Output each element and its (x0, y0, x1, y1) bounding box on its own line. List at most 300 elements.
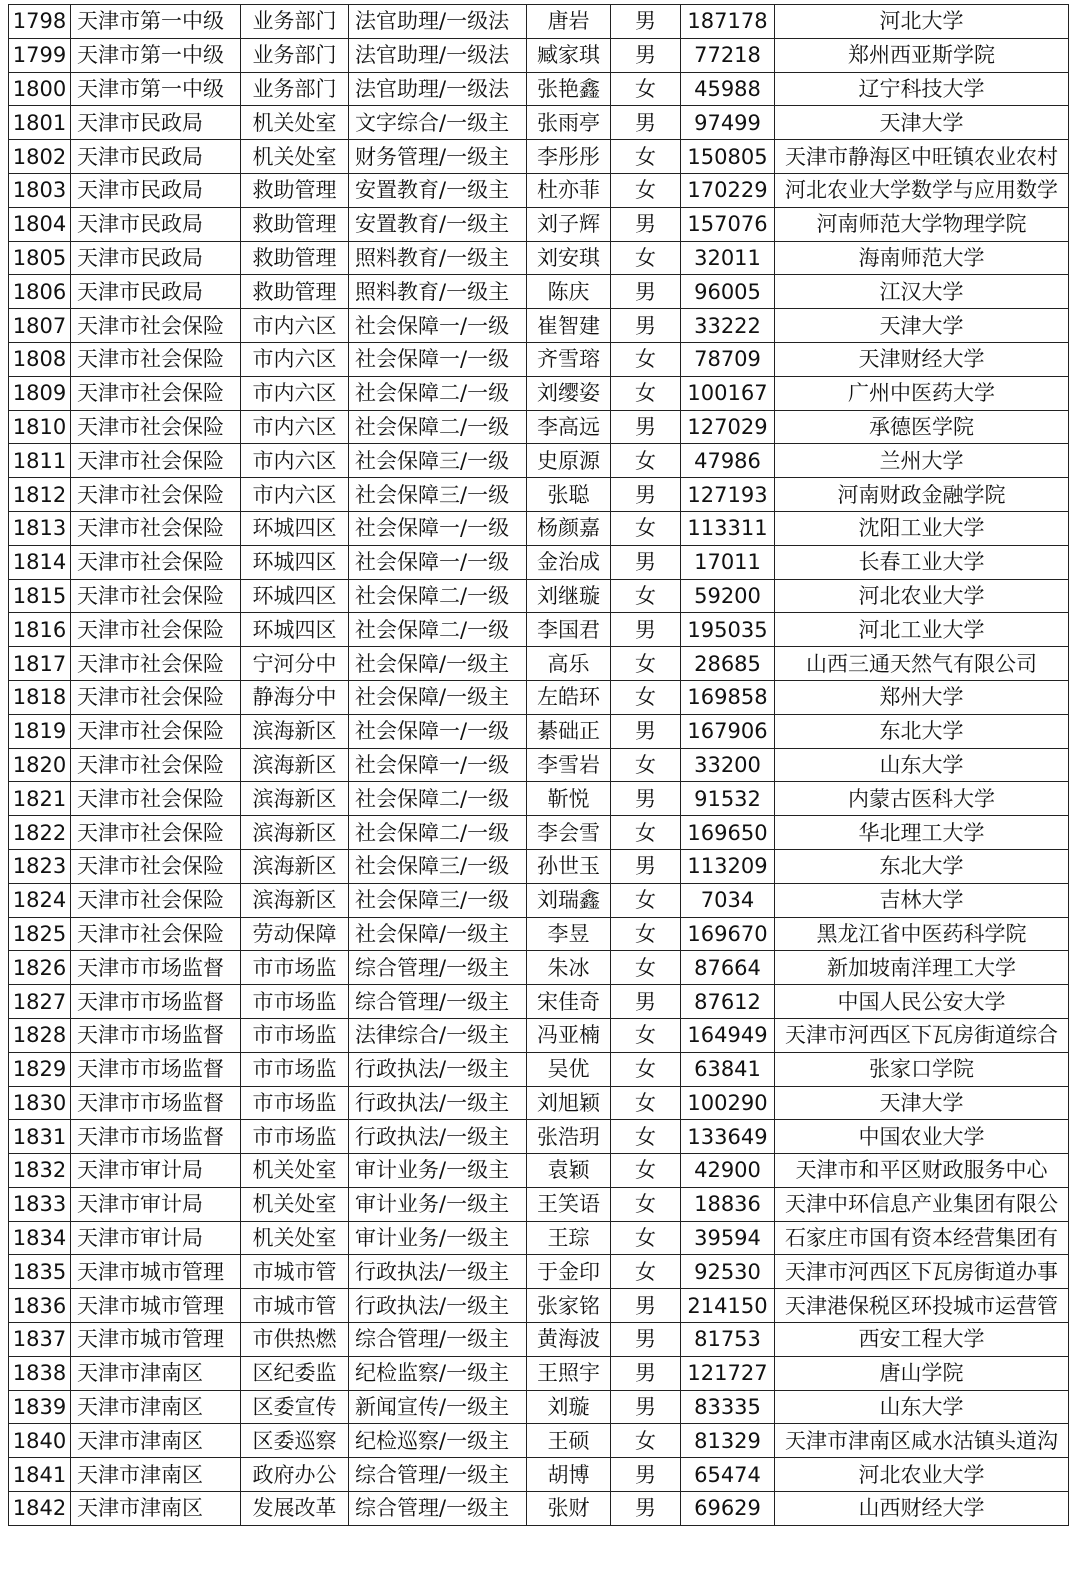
ticket-number-cell: 127193 (681, 478, 775, 512)
row-number-cell: 1841 (9, 1458, 71, 1492)
school-or-employer-cell: 天津市静海区中旺镇农业农村 (775, 140, 1069, 174)
unit-name-cell: 天津市社会保险 (71, 444, 241, 478)
candidate-name-cell: 齐雪瑢 (527, 342, 611, 376)
school-or-employer-cell: 唐山学院 (775, 1356, 1069, 1390)
department-cell: 市内六区 (241, 478, 349, 512)
position-cell: 照料教育/一级主 (349, 275, 527, 309)
row-number-cell: 1822 (9, 816, 71, 850)
candidate-name-cell: 张艳鑫 (527, 72, 611, 106)
gender-cell: 男 (611, 207, 681, 241)
table-row (9, 140, 1069, 174)
unit-name-cell: 天津市审计局 (71, 1154, 241, 1188)
unit-name-cell: 天津市津南区 (71, 1356, 241, 1390)
candidate-name-cell: 唐岩 (527, 5, 611, 39)
row-number-cell: 1831 (9, 1120, 71, 1154)
gender-cell: 男 (611, 545, 681, 579)
ticket-number-cell: 187178 (681, 5, 775, 39)
table-row (9, 748, 1069, 782)
school-or-employer-cell: 河北农业大学 (775, 1458, 1069, 1492)
position-cell: 社会保障三/一级 (349, 849, 527, 883)
row-number-cell: 1833 (9, 1187, 71, 1221)
table-row (9, 1018, 1069, 1052)
position-cell: 综合管理/一级主 (349, 1492, 527, 1526)
gender-cell: 男 (611, 275, 681, 309)
unit-name-cell: 天津市城市管理 (71, 1255, 241, 1289)
row-number-cell: 1828 (9, 1018, 71, 1052)
department-cell: 机关处室 (241, 140, 349, 174)
candidate-name-cell: 张家铭 (527, 1289, 611, 1323)
department-cell: 市内六区 (241, 376, 349, 410)
table-row (9, 342, 1069, 376)
unit-name-cell: 天津市市场监督 (71, 1052, 241, 1086)
position-cell: 法官助理/一级法 (349, 5, 527, 39)
table-row (9, 1289, 1069, 1323)
gender-cell: 女 (611, 1120, 681, 1154)
table-row (9, 1120, 1069, 1154)
ticket-number-cell: 169670 (681, 917, 775, 951)
school-or-employer-cell: 吉林大学 (775, 883, 1069, 917)
department-cell: 宁河分中 (241, 647, 349, 681)
department-cell: 机关处室 (241, 106, 349, 140)
gender-cell: 女 (611, 1187, 681, 1221)
table-body (9, 5, 1069, 1526)
position-cell: 社会保障二/一级 (349, 579, 527, 613)
ticket-number-cell: 77218 (681, 38, 775, 72)
candidate-name-cell: 黄海波 (527, 1323, 611, 1357)
department-cell: 滨海新区 (241, 748, 349, 782)
department-cell: 市市场监 (241, 1018, 349, 1052)
position-cell: 综合管理/一级主 (349, 1323, 527, 1357)
position-cell: 审计业务/一级主 (349, 1221, 527, 1255)
school-or-employer-cell: 河北大学 (775, 5, 1069, 39)
department-cell: 机关处室 (241, 1187, 349, 1221)
school-or-employer-cell: 郑州大学 (775, 680, 1069, 714)
gender-cell: 男 (611, 1289, 681, 1323)
table-row (9, 1492, 1069, 1526)
row-number-cell: 1824 (9, 883, 71, 917)
school-or-employer-cell: 江汉大学 (775, 275, 1069, 309)
ticket-number-cell: 92530 (681, 1255, 775, 1289)
position-cell: 社会保障二/一级 (349, 410, 527, 444)
unit-name-cell: 天津市社会保险 (71, 680, 241, 714)
row-number-cell: 1835 (9, 1255, 71, 1289)
school-or-employer-cell: 天津大学 (775, 106, 1069, 140)
ticket-number-cell: 39594 (681, 1221, 775, 1255)
department-cell: 机关处室 (241, 1154, 349, 1188)
candidate-name-cell: 史原源 (527, 444, 611, 478)
position-cell: 行政执法/一级主 (349, 1255, 527, 1289)
table-row (9, 782, 1069, 816)
gender-cell: 男 (611, 478, 681, 512)
position-cell: 财务管理/一级主 (349, 140, 527, 174)
candidate-name-cell: 冯亚楠 (527, 1018, 611, 1052)
department-cell: 市市场监 (241, 985, 349, 1019)
school-or-employer-cell: 中国人民公安大学 (775, 985, 1069, 1019)
table-row (9, 1052, 1069, 1086)
department-cell: 机关处室 (241, 1221, 349, 1255)
position-cell: 法官助理/一级法 (349, 38, 527, 72)
gender-cell: 女 (611, 342, 681, 376)
ticket-number-cell: 28685 (681, 647, 775, 681)
row-number-cell: 1838 (9, 1356, 71, 1390)
position-cell: 安置教育/一级主 (349, 207, 527, 241)
ticket-number-cell: 42900 (681, 1154, 775, 1188)
row-number-cell: 1839 (9, 1390, 71, 1424)
row-number-cell: 1840 (9, 1424, 71, 1458)
unit-name-cell: 天津市审计局 (71, 1187, 241, 1221)
gender-cell: 女 (611, 1086, 681, 1120)
position-cell: 文字综合/一级主 (349, 106, 527, 140)
table-row (9, 376, 1069, 410)
unit-name-cell: 天津市社会保险 (71, 545, 241, 579)
table-row (9, 241, 1069, 275)
ticket-number-cell: 169858 (681, 680, 775, 714)
row-number-cell: 1823 (9, 849, 71, 883)
unit-name-cell: 天津市市场监督 (71, 951, 241, 985)
unit-name-cell: 天津市民政局 (71, 275, 241, 309)
row-number-cell: 1821 (9, 782, 71, 816)
table-row (9, 511, 1069, 545)
row-number-cell: 1827 (9, 985, 71, 1019)
unit-name-cell: 天津市社会保险 (71, 748, 241, 782)
department-cell: 环城四区 (241, 613, 349, 647)
table-row (9, 647, 1069, 681)
school-or-employer-cell: 辽宁科技大学 (775, 72, 1069, 106)
candidate-name-cell: 李彤彤 (527, 140, 611, 174)
position-cell: 社会保障一/一级 (349, 545, 527, 579)
position-cell: 社会保障二/一级 (349, 782, 527, 816)
ticket-number-cell: 81329 (681, 1424, 775, 1458)
candidate-name-cell: 张雨亭 (527, 106, 611, 140)
school-or-employer-cell: 长春工业大学 (775, 545, 1069, 579)
table-row (9, 1187, 1069, 1221)
candidate-name-cell: 李会雪 (527, 816, 611, 850)
department-cell: 静海分中 (241, 680, 349, 714)
ticket-number-cell: 100167 (681, 376, 775, 410)
department-cell: 市内六区 (241, 410, 349, 444)
candidate-name-cell: 吴优 (527, 1052, 611, 1086)
gender-cell: 男 (611, 38, 681, 72)
unit-name-cell: 天津市社会保险 (71, 478, 241, 512)
row-number-cell: 1809 (9, 376, 71, 410)
table-row (9, 816, 1069, 850)
department-cell: 政府办公 (241, 1458, 349, 1492)
gender-cell: 女 (611, 173, 681, 207)
unit-name-cell: 天津市社会保险 (71, 511, 241, 545)
row-number-cell: 1816 (9, 613, 71, 647)
position-cell: 社会保障二/一级 (349, 816, 527, 850)
department-cell: 业务部门 (241, 72, 349, 106)
row-number-cell: 1815 (9, 579, 71, 613)
school-or-employer-cell: 承德医学院 (775, 410, 1069, 444)
position-cell: 行政执法/一级主 (349, 1052, 527, 1086)
position-cell: 新闻宣传/一级主 (349, 1390, 527, 1424)
department-cell: 市市场监 (241, 1120, 349, 1154)
gender-cell: 女 (611, 1154, 681, 1188)
gender-cell: 男 (611, 5, 681, 39)
candidate-name-cell: 李雪岩 (527, 748, 611, 782)
table-row (9, 1390, 1069, 1424)
school-or-employer-cell: 山西三通天然气有限公司 (775, 647, 1069, 681)
candidate-name-cell: 左皓环 (527, 680, 611, 714)
unit-name-cell: 天津市社会保险 (71, 309, 241, 343)
row-number-cell: 1834 (9, 1221, 71, 1255)
row-number-cell: 1817 (9, 647, 71, 681)
candidate-name-cell: 袁颖 (527, 1154, 611, 1188)
ticket-number-cell: 133649 (681, 1120, 775, 1154)
department-cell: 救助管理 (241, 275, 349, 309)
candidate-name-cell: 金治成 (527, 545, 611, 579)
row-number-cell: 1819 (9, 714, 71, 748)
table-row (9, 883, 1069, 917)
gender-cell: 女 (611, 376, 681, 410)
table-row (9, 1221, 1069, 1255)
ticket-number-cell: 81753 (681, 1323, 775, 1357)
ticket-number-cell: 32011 (681, 241, 775, 275)
candidate-name-cell: 王笑语 (527, 1187, 611, 1221)
school-or-employer-cell: 河北工业大学 (775, 613, 1069, 647)
table-row (9, 38, 1069, 72)
ticket-number-cell: 45988 (681, 72, 775, 106)
position-cell: 综合管理/一级主 (349, 1458, 527, 1492)
unit-name-cell: 天津市社会保险 (71, 883, 241, 917)
position-cell: 社会保障三/一级 (349, 444, 527, 478)
unit-name-cell: 天津市社会保险 (71, 917, 241, 951)
row-number-cell: 1825 (9, 917, 71, 951)
unit-name-cell: 天津市市场监督 (71, 1086, 241, 1120)
gender-cell: 女 (611, 748, 681, 782)
position-cell: 安置教育/一级主 (349, 173, 527, 207)
position-cell: 社会保障一/一级 (349, 511, 527, 545)
unit-name-cell: 天津市市场监督 (71, 1018, 241, 1052)
unit-name-cell: 天津市民政局 (71, 241, 241, 275)
ticket-number-cell: 169650 (681, 816, 775, 850)
school-or-employer-cell: 石家庄市国有资本经营集团有 (775, 1221, 1069, 1255)
table-row (9, 579, 1069, 613)
table-row (9, 478, 1069, 512)
department-cell: 业务部门 (241, 5, 349, 39)
department-cell: 市供热燃 (241, 1323, 349, 1357)
gender-cell: 男 (611, 985, 681, 1019)
unit-name-cell: 天津市社会保险 (71, 816, 241, 850)
unit-name-cell: 天津市第一中级 (71, 38, 241, 72)
department-cell: 市市场监 (241, 1086, 349, 1120)
row-number-cell: 1829 (9, 1052, 71, 1086)
candidate-name-cell: 王硕 (527, 1424, 611, 1458)
position-cell: 行政执法/一级主 (349, 1289, 527, 1323)
ticket-number-cell: 69629 (681, 1492, 775, 1526)
gender-cell: 男 (611, 1458, 681, 1492)
school-or-employer-cell: 东北大学 (775, 714, 1069, 748)
candidate-name-cell: 胡博 (527, 1458, 611, 1492)
gender-cell: 男 (611, 782, 681, 816)
ticket-number-cell: 47986 (681, 444, 775, 478)
unit-name-cell: 天津市第一中级 (71, 72, 241, 106)
gender-cell: 男 (611, 1323, 681, 1357)
school-or-employer-cell: 天津大学 (775, 309, 1069, 343)
position-cell: 社会保障/一级主 (349, 917, 527, 951)
row-number-cell: 1813 (9, 511, 71, 545)
school-or-employer-cell: 天津财经大学 (775, 342, 1069, 376)
school-or-employer-cell: 天津中环信息产业集团有限公 (775, 1187, 1069, 1221)
gender-cell: 女 (611, 951, 681, 985)
gender-cell: 女 (611, 680, 681, 714)
school-or-employer-cell: 天津港保税区环投城市运营管 (775, 1289, 1069, 1323)
table-row (9, 714, 1069, 748)
table-row (9, 5, 1069, 39)
position-cell: 社会保障一/一级 (349, 342, 527, 376)
position-cell: 行政执法/一级主 (349, 1086, 527, 1120)
position-cell: 社会保障二/一级 (349, 613, 527, 647)
position-cell: 审计业务/一级主 (349, 1154, 527, 1188)
row-number-cell: 1801 (9, 106, 71, 140)
gender-cell: 女 (611, 511, 681, 545)
gender-cell: 男 (611, 1390, 681, 1424)
candidate-name-cell: 刘缨姿 (527, 376, 611, 410)
row-number-cell: 1805 (9, 241, 71, 275)
row-number-cell: 1806 (9, 275, 71, 309)
school-or-employer-cell: 兰州大学 (775, 444, 1069, 478)
department-cell: 环城四区 (241, 545, 349, 579)
position-cell: 社会保障三/一级 (349, 883, 527, 917)
ticket-number-cell: 127029 (681, 410, 775, 444)
ticket-number-cell: 113209 (681, 849, 775, 883)
position-cell: 社会保障一/一级 (349, 748, 527, 782)
ticket-number-cell: 87664 (681, 951, 775, 985)
gender-cell: 女 (611, 1424, 681, 1458)
row-number-cell: 1807 (9, 309, 71, 343)
position-cell: 法律综合/一级主 (349, 1018, 527, 1052)
school-or-employer-cell: 天津市河西区下瓦房街道综合 (775, 1018, 1069, 1052)
position-cell: 照料教育/一级主 (349, 241, 527, 275)
row-number-cell: 1837 (9, 1323, 71, 1357)
department-cell: 市城市管 (241, 1289, 349, 1323)
row-number-cell: 1832 (9, 1154, 71, 1188)
unit-name-cell: 天津市民政局 (71, 173, 241, 207)
table-row (9, 1424, 1069, 1458)
school-or-employer-cell: 山东大学 (775, 748, 1069, 782)
position-cell: 综合管理/一级主 (349, 985, 527, 1019)
gender-cell: 男 (611, 714, 681, 748)
gender-cell: 男 (611, 849, 681, 883)
position-cell: 行政执法/一级主 (349, 1120, 527, 1154)
ticket-number-cell: 214150 (681, 1289, 775, 1323)
table-row (9, 917, 1069, 951)
unit-name-cell: 天津市社会保险 (71, 647, 241, 681)
unit-name-cell: 天津市民政局 (71, 207, 241, 241)
row-number-cell: 1804 (9, 207, 71, 241)
school-or-employer-cell: 郑州西亚斯学院 (775, 38, 1069, 72)
gender-cell: 女 (611, 647, 681, 681)
ticket-number-cell: 157076 (681, 207, 775, 241)
unit-name-cell: 天津市第一中级 (71, 5, 241, 39)
ticket-number-cell: 113311 (681, 511, 775, 545)
row-number-cell: 1810 (9, 410, 71, 444)
position-cell: 纪检巡察/一级主 (349, 1424, 527, 1458)
department-cell: 区委宣传 (241, 1390, 349, 1424)
candidate-name-cell: 高乐 (527, 647, 611, 681)
ticket-number-cell: 167906 (681, 714, 775, 748)
ticket-number-cell: 96005 (681, 275, 775, 309)
ticket-number-cell: 78709 (681, 342, 775, 376)
department-cell: 市城市管 (241, 1255, 349, 1289)
ticket-number-cell: 100290 (681, 1086, 775, 1120)
department-cell: 救助管理 (241, 173, 349, 207)
school-or-employer-cell: 黑龙江省中医药科学院 (775, 917, 1069, 951)
unit-name-cell: 天津市市场监督 (71, 985, 241, 1019)
ticket-number-cell: 63841 (681, 1052, 775, 1086)
unit-name-cell: 天津市社会保险 (71, 849, 241, 883)
school-or-employer-cell: 内蒙古医科大学 (775, 782, 1069, 816)
gender-cell: 女 (611, 444, 681, 478)
department-cell: 滨海新区 (241, 714, 349, 748)
department-cell: 市内六区 (241, 444, 349, 478)
ticket-number-cell: 170229 (681, 173, 775, 207)
school-or-employer-cell: 山东大学 (775, 1390, 1069, 1424)
row-number-cell: 1814 (9, 545, 71, 579)
position-cell: 社会保障/一级主 (349, 680, 527, 714)
school-or-employer-cell: 山西财经大学 (775, 1492, 1069, 1526)
department-cell: 区纪委监 (241, 1356, 349, 1390)
school-or-employer-cell: 天津市津南区咸水沽镇头道沟 (775, 1424, 1069, 1458)
unit-name-cell: 天津市社会保险 (71, 782, 241, 816)
gender-cell: 女 (611, 140, 681, 174)
school-or-employer-cell: 张家口学院 (775, 1052, 1069, 1086)
ticket-number-cell: 83335 (681, 1390, 775, 1424)
gender-cell: 女 (611, 1255, 681, 1289)
school-or-employer-cell: 中国农业大学 (775, 1120, 1069, 1154)
ticket-number-cell: 65474 (681, 1458, 775, 1492)
candidate-name-cell: 臧家琪 (527, 38, 611, 72)
unit-name-cell: 天津市津南区 (71, 1390, 241, 1424)
school-or-employer-cell: 海南师范大学 (775, 241, 1069, 275)
ticket-number-cell: 97499 (681, 106, 775, 140)
row-number-cell: 1836 (9, 1289, 71, 1323)
candidate-name-cell: 王照宇 (527, 1356, 611, 1390)
unit-name-cell: 天津市津南区 (71, 1424, 241, 1458)
candidate-name-cell: 靳悦 (527, 782, 611, 816)
candidate-name-cell: 李高远 (527, 410, 611, 444)
candidate-name-cell: 孙世玉 (527, 849, 611, 883)
candidate-name-cell: 崔智建 (527, 309, 611, 343)
row-number-cell: 1818 (9, 680, 71, 714)
gender-cell: 男 (611, 106, 681, 140)
table-row (9, 1154, 1069, 1188)
department-cell: 救助管理 (241, 207, 349, 241)
position-cell: 综合管理/一级主 (349, 951, 527, 985)
ticket-number-cell: 121727 (681, 1356, 775, 1390)
unit-name-cell: 天津市城市管理 (71, 1289, 241, 1323)
school-or-employer-cell: 天津大学 (775, 1086, 1069, 1120)
department-cell: 市内六区 (241, 309, 349, 343)
gender-cell: 女 (611, 1221, 681, 1255)
candidate-name-cell: 刘瑞鑫 (527, 883, 611, 917)
gender-cell: 男 (611, 613, 681, 647)
department-cell: 滨海新区 (241, 883, 349, 917)
row-number-cell: 1811 (9, 444, 71, 478)
position-cell: 社会保障/一级主 (349, 647, 527, 681)
ticket-number-cell: 164949 (681, 1018, 775, 1052)
unit-name-cell: 天津市社会保险 (71, 376, 241, 410)
table-row (9, 849, 1069, 883)
candidate-name-cell: 刘继璇 (527, 579, 611, 613)
row-number-cell: 1808 (9, 342, 71, 376)
candidate-table (8, 4, 1069, 1526)
school-or-employer-cell: 西安工程大学 (775, 1323, 1069, 1357)
candidate-name-cell: 张聪 (527, 478, 611, 512)
unit-name-cell: 天津市民政局 (71, 106, 241, 140)
candidate-name-cell: 杜亦菲 (527, 173, 611, 207)
